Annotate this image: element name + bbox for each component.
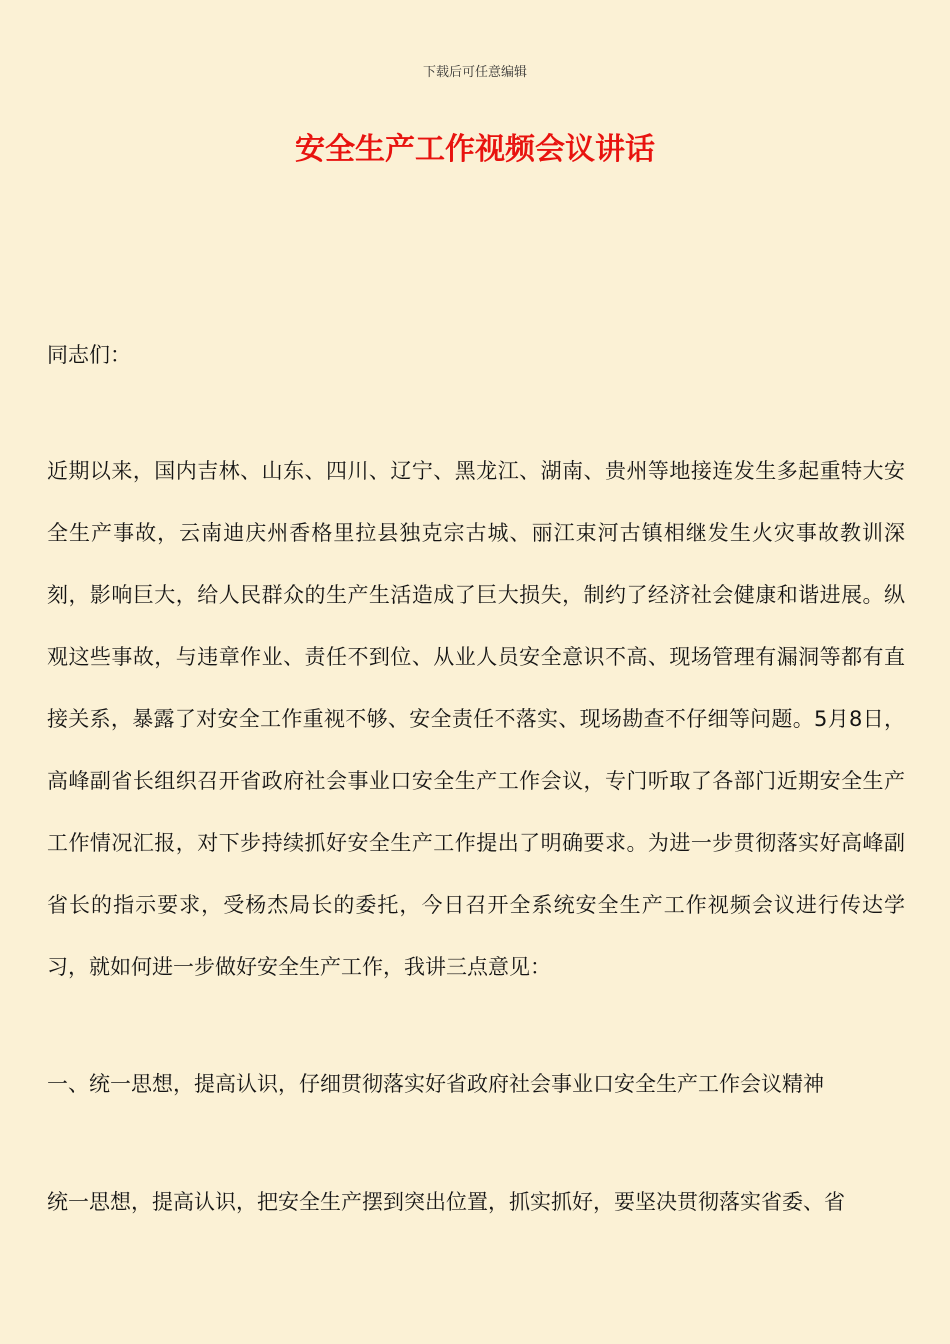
salutation: 同志们： bbox=[47, 343, 131, 367]
document-title: 安全生产工作视频会议讲话 bbox=[295, 132, 655, 167]
body-paragraph: 近期以来，国内吉林、山东、四川、辽宁、黑龙江、湖南、贵州等地接连发生多起重特大安全生产事故，云南迪庆州香格里拉县独克宗古城、丽江束河古镇相继发生火灾事故教训深刻，影响巨大，给人民群众的生产生活造成了巨大损失，制约了经济社会健康和谐进展。纵观这些事故，与违章作业、责任不到位、从业人员安全意识不高、现场管理有漏洞等都有直接关系，暴露了对安全工作重视不够、安全责任不落实、现场勘查不仔细等问题。5月8日，高峰副省长组织召开省政府社会事业口安全生产工作会议，专门听取了各部门近期安全生产工作情况汇报，对下步持续抓好安全生产工作提出了明确要求。为进一步贯彻落实好高峰副省长的指示要求，受杨杰局长的委托，今日召开全系统安全生产工作视频会议进行传达学习，就如何进一步做好安全生产工作，我讲三点意见： bbox=[47, 459, 905, 979]
header-note: 下载后可任意编辑 bbox=[422, 65, 527, 80]
section-heading: 一、统一思想，提高认识，仔细贯彻落实好省政府社会事业口安全生产工作会议精神 bbox=[47, 1072, 824, 1096]
section-paragraph: 统一思想，提高认识，把安全生产摆到突出位置，抓实抓好，要坚决贯彻落实省委、省 bbox=[47, 1190, 845, 1214]
